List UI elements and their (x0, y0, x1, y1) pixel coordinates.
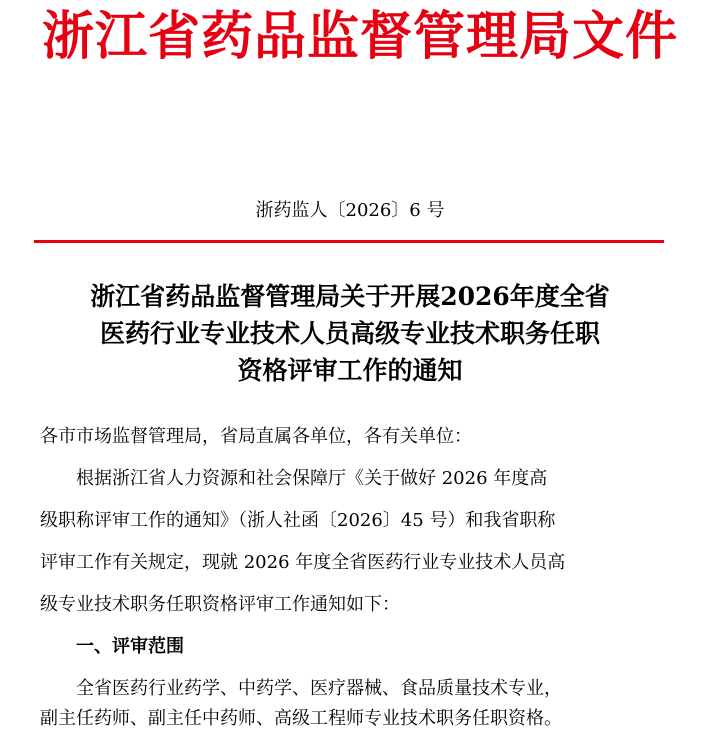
paragraph-line: 评审工作有关规定，现就 2026 年度全省医药行业专业技术人员高 (40, 552, 566, 573)
paragraph-line: 全省医药行业药学、中药学、医疗器械、食品质量技术专业， (76, 678, 562, 699)
notice-title-line: 浙江省药品监督管理局关于开展2026年度全省 (90, 282, 610, 311)
masthead-title: 浙江省药品监督管理局文件 (41, 6, 678, 67)
notice-title-line: 医药行业专业技术人员高级专业技术职务任职 (99, 319, 600, 348)
document-number: 浙药监人〔2026〕6 号 (255, 200, 445, 221)
paragraph-line: 级职称评审工作的通知》（浙人社函〔2026〕45 号）和我省职称 (40, 510, 556, 531)
section-heading: 一、评审范围 (76, 636, 184, 657)
paragraph-line: 副主任药师、副主任中药师、高级工程师专业技术职务任职资格。 (40, 708, 562, 729)
red-divider-rule (34, 240, 664, 243)
notice-title-line: 资格评审工作的通知 (237, 356, 463, 385)
paragraph-line: 级专业技术职务任职资格评审工作通知如下： (40, 594, 400, 615)
notice-title (20, 278, 680, 389)
paragraph-line: 根据浙江省人力资源和社会保障厅《关于做好 2026 年度高 (76, 468, 548, 489)
salutation: 各市市场监督管理局，省局直属各单位，各有关单位： (40, 426, 472, 447)
